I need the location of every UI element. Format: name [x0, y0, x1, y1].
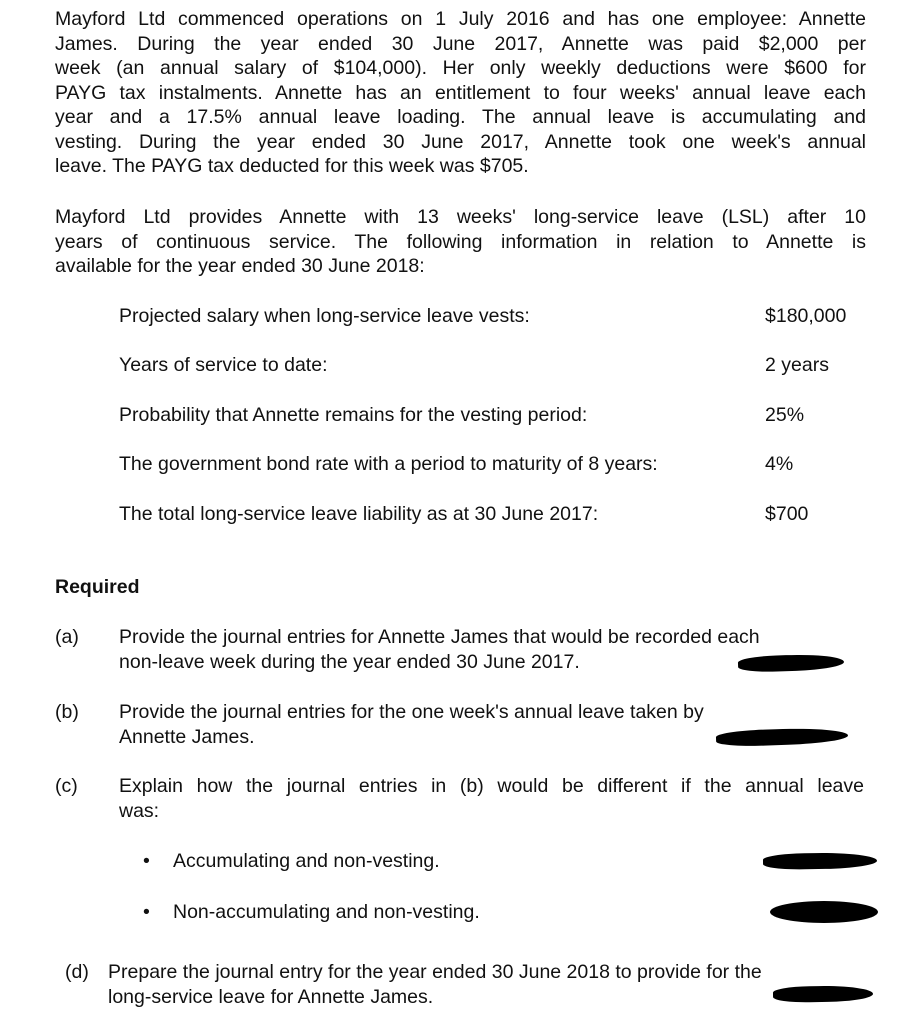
fact-value: 25% [765, 404, 805, 426]
fact-label: The total long-service leave liability as at 30 June 2017: [119, 503, 599, 525]
question-b-text [119, 700, 704, 749]
question-letter: (d) [65, 961, 89, 983]
intro-line: vesting. During the year ended 30 June 2017, Annette took one week's annual [55, 130, 866, 153]
fact-label: Probability that Annette remains for the vesting period: [119, 404, 588, 426]
redaction-mark [773, 985, 873, 1003]
question-letter: (b) [55, 701, 79, 723]
required-heading: Required [55, 576, 140, 598]
lsl-paragraph [55, 205, 866, 279]
question-line: Explain how the journal entries in (b) would be different if the annual leave [119, 775, 864, 797]
redaction-mark [763, 852, 877, 870]
fact-value: 4% [765, 453, 794, 475]
question-d-text [108, 960, 762, 1009]
bullet-text: Non-accumulating and non-vesting. [173, 901, 480, 923]
fact-value: 2 years [765, 354, 829, 376]
intro-line: James. During the year ended 30 June 2017, Annette was paid $2,000 per [55, 32, 866, 55]
question-line: Provide the journal entries for Annette James that would be recorded each [119, 626, 760, 648]
intro-paragraph [55, 7, 866, 179]
question-line: Provide the journal entries for the one week's annual leave taken by [119, 701, 704, 723]
intro-line: leave. The PAYG tax deducted for this week was $705. [55, 155, 529, 177]
redaction-mark [716, 727, 848, 748]
question-line: long-service leave for Annette James. [108, 985, 434, 1008]
fact-label: Years of service to date: [119, 354, 328, 376]
fact-value: $700 [765, 503, 809, 525]
question-letter: (a) [55, 626, 79, 648]
question-line: non-leave week during the year ended 30 June 2017. [119, 650, 580, 673]
question-line: Annette James. [119, 725, 255, 748]
bullet-dot: • [143, 901, 150, 923]
question-line: Prepare the journal entry for the year ended 30 June 2018 to provide for the [108, 961, 762, 983]
question-letter: (c) [55, 775, 78, 797]
question-line: was: [119, 799, 160, 822]
redaction-mark [770, 901, 878, 923]
fact-label: The government bond rate with a period to maturity of 8 years: [119, 453, 658, 475]
fact-label: Projected salary when long-service leave vests: [119, 305, 530, 327]
intro-line: PAYG tax instalments. Annette has an entitlement to four weeks' annual leave each [55, 81, 866, 104]
intro-line: week (an annual salary of $104,000). Her only weekly deductions were $600 for [55, 57, 866, 79]
bullet-dot: • [143, 850, 150, 872]
fact-value: $180,000 [765, 305, 847, 327]
question-c-text [119, 774, 864, 823]
lsl-line: years of continuous service. The following information in relation to Annette is [55, 230, 866, 253]
intro-line: year and a 17.5% annual leave loading. The annual leave is accumulating and [55, 106, 866, 128]
question-a-text [119, 625, 760, 674]
bullet-text: Accumulating and non-vesting. [173, 850, 440, 872]
lsl-line: available for the year ended 30 June 2018: [55, 255, 425, 277]
lsl-line: Mayford Ltd provides Annette with 13 weeks' long-service leave (LSL) after 10 [55, 206, 866, 228]
intro-line: Mayford Ltd commenced operations on 1 July 2016 and has one employee: Annette [55, 8, 866, 30]
